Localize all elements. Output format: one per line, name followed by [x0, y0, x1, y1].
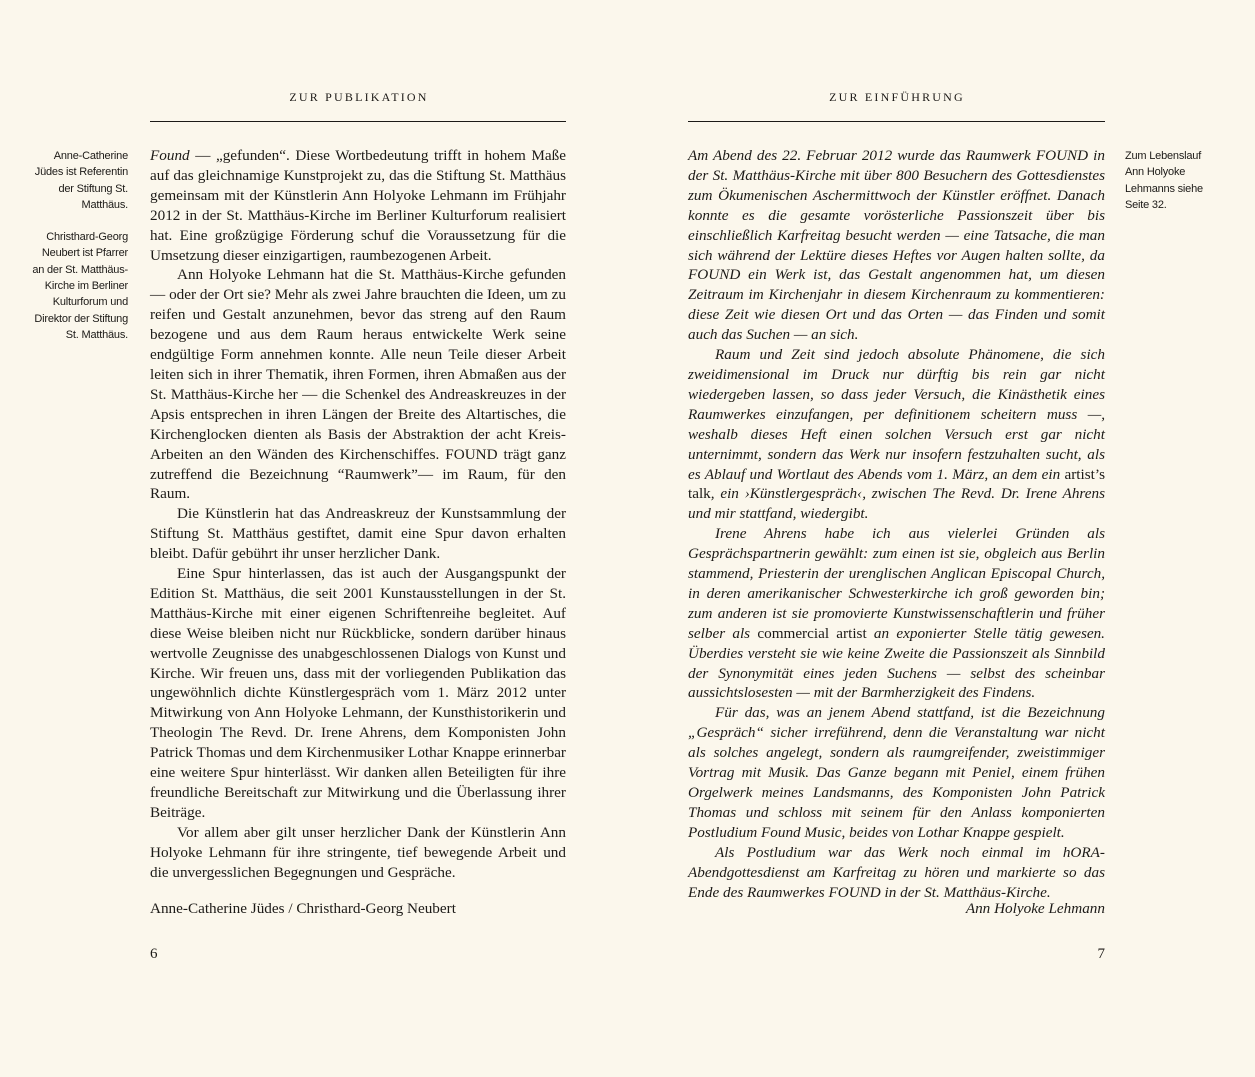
signature-left: Anne-Catherine Jüdes / Christhard-Georg Neubert: [150, 900, 456, 917]
roman-artists-talk: artist’s talk: [688, 465, 1105, 503]
paragraph-2: Ann Holyoke Lehmann hat die St. Matthäus-Kirche gefunden — oder der Ort sie? Mehr als zwei Jahre brauchten die Ideen, um zu reifen und Gestalt anzunehmen, bevor das streng auf den Raum bezogene und aus dem Raum heraus entwickelte Werk seine endgültige Form annehmen konnte. Alle neun Teile dieser Arbeit leiten sich in ihrer Thematik, ihren Formen, ihren Abmaßen aus der St. Matthäus-Kirche her — die Schenkel des Andreaskreuzes in der Apsis entsprechen in ihren Längen der Breite des Altartisches, die Kirchenglocken dienten als Basis der Abstraktion der acht Kreis-Arbeiten an den Wänden des Kirchenschiffes. FOUND trägt ganz zutreffend die Bezeichnung “Raumwerk”— im Raum, für den Raum.: [150, 266, 566, 503]
right-page: [627, 0, 1255, 1077]
left-page: [0, 0, 627, 1077]
page-number-right: 7: [1097, 946, 1105, 962]
paragraph-2: Raum und Zeit sind jedoch absolute Phänomene, die sich zweidimensional im Druck nur dürftig bis rein gar nicht wiedergeben lassen, so dass jeder Versuch, die Kinästhetik eines Raumwerkes einzufangen, per definitionem scheitern muss —, weshalb dieses Heft einen solchen Versuch erst gar nicht unternimmt, sondern das Werk nur insofern festzuhalten sucht, als es Ablauf und Wortlaut des Abends vom 1. März, an dem ein artist’s talk, ein ›Künstlergespräch‹, zwischen The Revd. Dr. Irene Ahrens und mir stattfand, wiedergibt.: [688, 346, 1105, 523]
paragraph-4: Für das, was an jenem Abend stattfand, ist die Bezeichnung „Gespräch“ sicher irreführend, denn die Veranstaltung war nicht als solches angelegt, sondern als raumgreifender, zweistimmiger Vortrag mit Musik. Das Ganze begann mit Peniel, einem frühen Orgelwerk meines Landsmanns, des Komponisten John Patrick Thomas und schloss mit seinem für den Anlass komponierten Postludium Found Music, beides von Lothar Knappe gespielt.: [688, 704, 1105, 841]
page-number-left: 6: [150, 946, 158, 962]
header-rule-left: [150, 121, 566, 122]
body-text-right: [688, 146, 1105, 902]
signature-right: Ann Holyoke Lehmann: [965, 900, 1105, 917]
margin-note-neubert: Christhard-Georg Neubert ist Pfarrer an der St. Matthäus-Kirche im Berliner Kulturforum und Direktor der Stiftung St. Matthäus.: [32, 231, 128, 341]
margin-notes-left: [30, 148, 128, 359]
header-rule-right: [688, 121, 1105, 122]
paragraph-4: Eine Spur hinterlassen, das ist auch der Ausgangspunkt der Edition St. Matthäus, die seit 2001 Kunstausstellungen in der St. Matthäus-Kirche mit einer eigenen Schriftenreihe begleitet. Auf diese Weise bleiben nicht nur Rückblicke, sondern darüber hinaus wertvolle Zeugnisse des unabgeschlossenen Dialogs von Kunst und Kirche. Wir freuen uns, dass mit der vorliegenden Publikation das ungewöhnlich dichte Künstlergespräch vom 1. März 2012 unter Mitwirkung von Ann Holyoke Lehmann, der Kunsthistorikerin und Theologin The Revd. Dr. Irene Ahrens, dem Komponisten John Patrick Thomas und dem Kirchenmusiker Lothar Knappe erinnerbar eine weitere Spur hinterlässt. Wir danken allen Beteiligten für ihre freundliche Bereitschaft zur Mitwirkung und die Überlassung ihrer Beiträge.: [150, 565, 566, 821]
running-head-left: ZUR PUBLIKATION: [289, 90, 429, 104]
paragraph-1: Am Abend des 22. Februar 2012 wurde das Raumwerk FOUND in der St. Matthäus-Kirche mit über 800 Besuchern des Gottesdienstes zum Ökumenischen Aschermittwoch der Künstler eröffnet. Danach konnte es die gesamte vorösterliche Passionszeit über bis einschließlich Karfreitag besucht werden — eine Tatsache, die man sich während der Lektüre dieses Heftes vor Augen halten sollte, da FOUND ein Werk ist, das Gestalt angenommen hat, um diesen Zeitraum im Kirchenjahr in diesem Kirchenraum zu kommentieren: diese Zeit wie diesen Ort und das Orten — das Finden und somit auch das Suchen — an sich.: [688, 147, 1105, 344]
margin-note-right: Zum Lebenslauf Ann Holyoke Lehmanns siehe Seite 32.: [1125, 150, 1203, 211]
margin-note-judes: Anne-Catherine Jüdes ist Referentin der Stiftung St. Matthäus.: [34, 150, 128, 211]
paragraph-5: Vor allem aber gilt unser herzlicher Dank der Künstlerin Ann Holyoke Lehmann für ihre stringente, tief bewegende Arbeit und die unvergesslichen Begegnungen und Gespräche.: [150, 823, 566, 881]
roman-commercial-artist: commercial artist: [757, 624, 867, 642]
paragraph-3: Irene Ahrens habe ich aus vielerlei Gründen als Gesprächspartnerin gewählt: zum einen ist sie, obgleich aus Berlin stammend, Priesterin der urenglischen Anglican Episcopal Church, in deren amerikanischer Schwesterkirche ich groß geworden bin; zum anderen ist sie promovierte Kunstwissenschaftlerin und früher selber als commercial artist an exponierter Stelle tätig gewesen. Überdies versteht sie wie keine Zweite die Passionszeit als Sinnbild der Synonymität eines jeden Suchens — selbst des scheinbar aussichtslosesten — mit der Barmherzigkeit des Findens.: [688, 525, 1105, 702]
paragraph-5: Als Postludium war das Werk noch einmal im hORA-Abendgottesdienst am Karfreitag zu hören und markierte so das Ende des Raumwerkes FOUND in der St. Matthäus-Kirche.: [688, 843, 1105, 901]
body-text-left: [150, 146, 566, 883]
paragraph-3: Die Künstlerin hat das Andreaskreuz der Kunstsammlung der Stiftung St. Matthäus gestiftet, damit eine Spur davon erhalten bleibt. Dafür gebührt ihr unser herzlicher Dank.: [150, 505, 566, 563]
running-head-right: ZUR EINFÜHRUNG: [829, 90, 965, 104]
paragraph-1: Found — „gefunden“. Diese Wortbedeutung trifft in hohem Maße auf das gleichnamige Kunstprojekt zu, das die Stiftung St. Matthäus gemeinsam mit der Künstlerin Ann Holyoke Lehmann im Frühjahr 2012 in der St. Matthäus-Kirche im Berliner Kulturforum realisiert hat. Eine großzügige Förderung schuf die Voraussetzung für die Umsetzung dieser einzigartigen, raumbezogenen Arbeit.: [150, 147, 566, 264]
lead-word-found: Found: [150, 147, 190, 164]
